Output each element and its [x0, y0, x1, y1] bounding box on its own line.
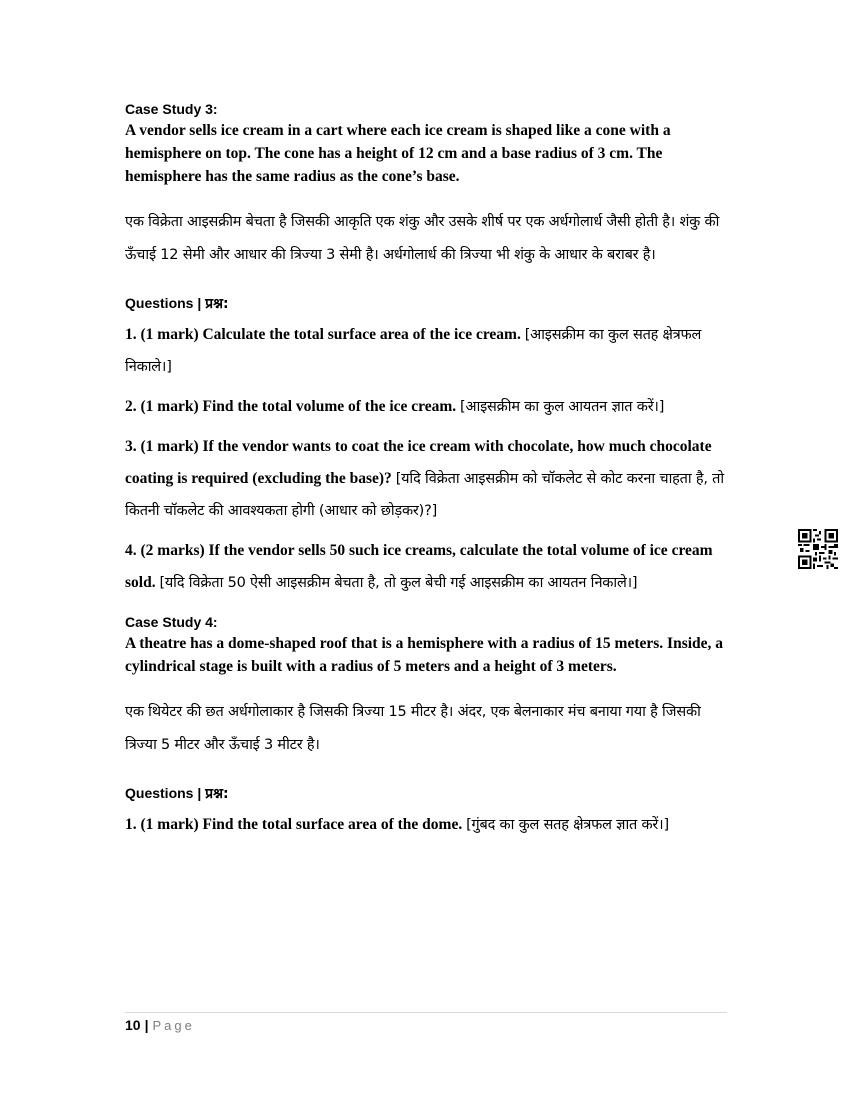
case-study-heading: Case Study 4: [125, 614, 218, 630]
question-hi: [गुंबद का कुल सतह क्षेत्रफल ज्ञात करें।] [466, 817, 669, 833]
page-number: 10 [125, 1017, 141, 1033]
question-item [125, 391, 727, 423]
case-study-hindi-text: एक विक्रेता आइसक्रीम बेचता है जिसकी आकृति एक शंकु और उसके शीर्ष पर एक अर्धगोलार्ध जैसी होती है। शंकु की ऊँचाई 12 सेमी और आधार की त्रिज्या 3 सेमी है। अर्धगोलार्ध की त्रिज्या भी शंकु के आधार के बराबर है। [125, 214, 720, 263]
question-en: 1. (1 mark) Find the total surface area of the dome. [125, 816, 467, 833]
question-item [125, 319, 727, 383]
page-content [125, 100, 727, 841]
qr-code-icon [798, 529, 838, 569]
question-en: 1. (1 mark) Calculate the total surface area of the ice cream. [125, 326, 525, 343]
question-item [125, 809, 727, 841]
question-en: 4. (2 marks) If the vendor sells 50 such ice creams, calculate the total volume of ice cream sold. [125, 542, 713, 591]
case-study-3 [125, 100, 727, 599]
footer-separator: | [144, 1017, 149, 1033]
questions-heading [125, 784, 727, 803]
question-hi: [यदि विक्रेता आइसक्रीम को चॉकलेट से कोट करना चाहता है, तो कितनी चॉकलेट की आवश्यकता होगी (आधार को छोड़कर)?] [125, 471, 724, 519]
question-hi: [आइसक्रीम का कुल आयतन ज्ञात करें।] [460, 399, 665, 415]
page-footer [125, 1012, 727, 1035]
case-study-hindi-text: एक थियेटर की छत अर्धगोलाकार है जिसकी त्रिज्या 15 मीटर है। अंदर, एक बेलनाकार मंच बनाया गया है जिसकी त्रिज्या 5 मीटर और ऊँचाई 3 मीटर है। [125, 704, 701, 753]
question-hi: [यदि विक्रेता 50 ऐसी आइसक्रीम बेचता है, तो कुल बेची गई आइसक्रीम का आयतन निकाले।] [159, 575, 638, 591]
case-study-4 [125, 613, 727, 841]
case-study-heading: Case Study 3: [125, 101, 218, 117]
questions-heading-hi: प्रश्न: [205, 786, 229, 802]
question-en: 2. (1 mark) Find the total volume of the ice cream. [125, 398, 461, 415]
question-hi: [आइसक्रीम का कुल सतह क्षेत्रफल निकाले।] [125, 327, 702, 375]
question-item [125, 535, 727, 599]
questions-heading [125, 294, 727, 313]
question-en: 3. (1 mark) If the vendor wants to coat the ice cream with chocolate, how much chocolate coating is required (excluding the base)? [125, 438, 712, 487]
questions-heading-hi: प्रश्न: [205, 296, 229, 312]
question-item [125, 431, 727, 527]
case-study-english-text: A theatre has a dome-shaped roof that is a hemisphere with a radius of 15 meters. Inside, a cylindrical stage is built with a radius of 5 meters and a height of 3 meters. [125, 635, 724, 675]
questions-heading-en: Questions | [125, 785, 206, 801]
page-label: Page [152, 1018, 195, 1033]
questions-heading-en: Questions | [125, 295, 206, 311]
case-study-english-text: A vendor sells ice cream in a cart where each ice cream is shaped like a cone with a hemisphere on top. The cone has a height of 12 cm and a base radius of 3 cm. The hemisphere has the same radius as the cone’s base. [125, 122, 671, 185]
